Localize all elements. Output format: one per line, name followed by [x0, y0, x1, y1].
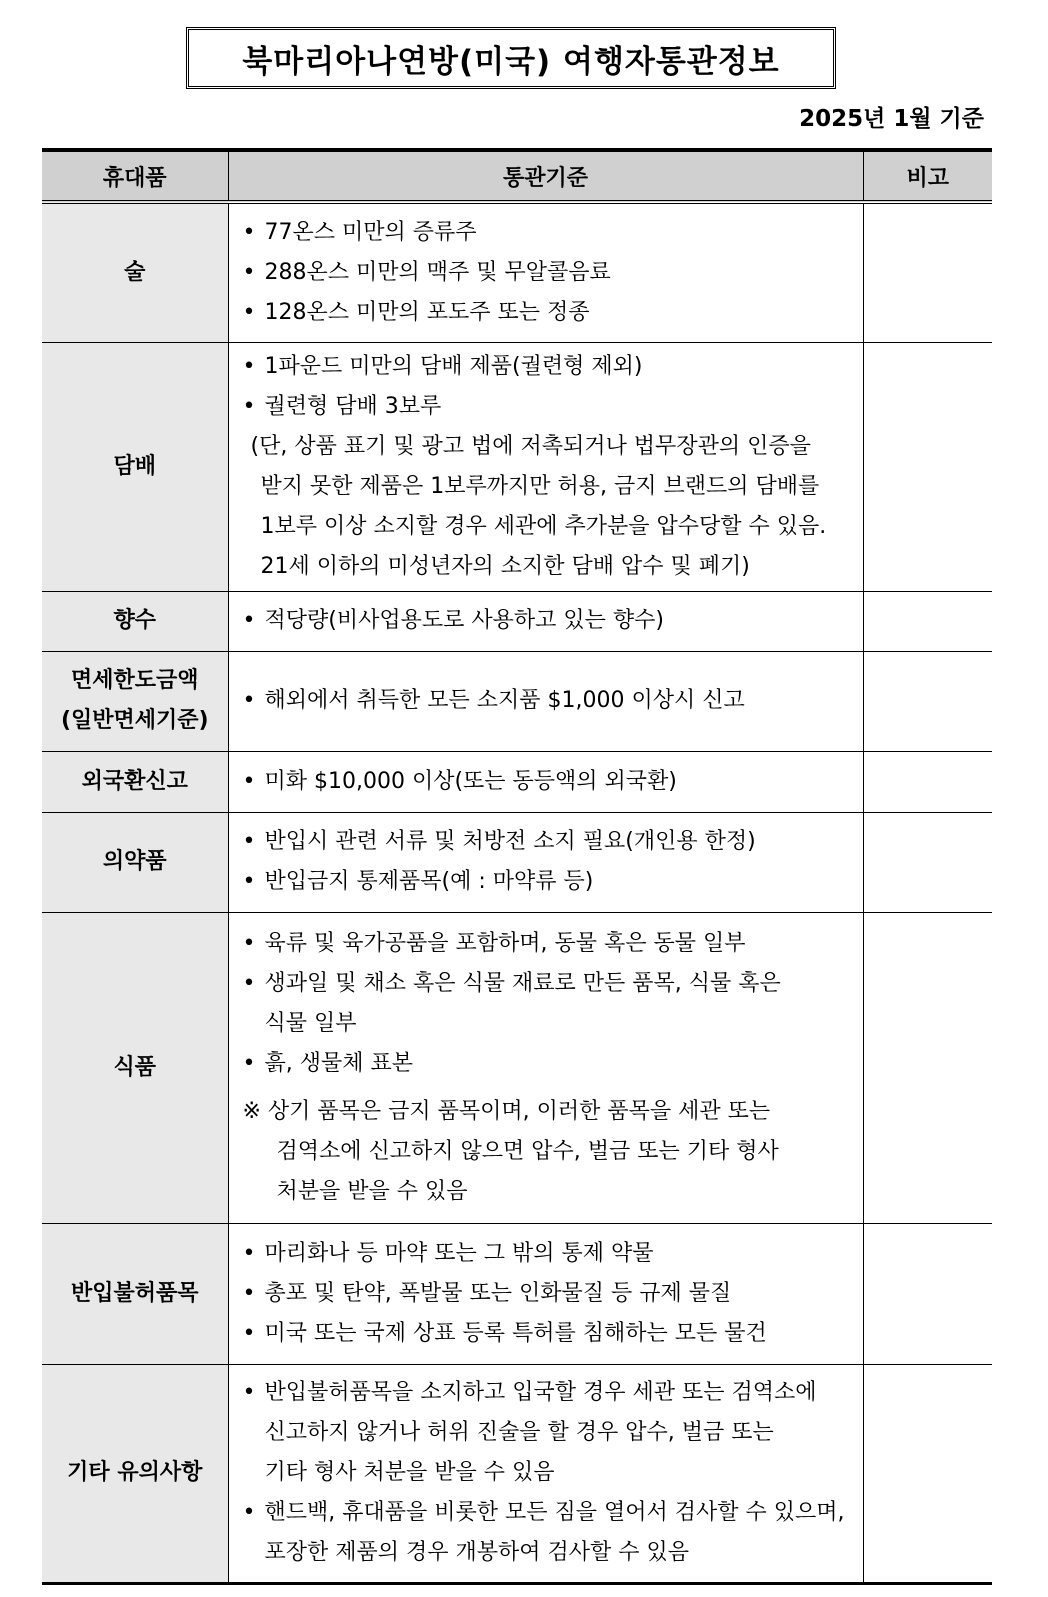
remarks-cell: [863, 912, 992, 1223]
bullet-item: • 총포 및 탄약, 폭발물 또는 인화물질 등 규제 물질: [243, 1274, 859, 1314]
bullet-item: • 반입금지 통제품목(예 : 마약류 등): [243, 862, 859, 902]
criteria-cell: [228, 651, 863, 751]
criteria-cell: [228, 342, 863, 591]
criteria-cell: [228, 1364, 863, 1583]
bullet-item: • 반입불허품목을 소지하고 입국할 경우 세관 또는 검역소에: [243, 1373, 859, 1413]
item-name-cell: [42, 591, 228, 651]
criteria-cell: [228, 751, 863, 812]
bullet-item: • 1파운드 미만의 담배 제품(궐련형 제외): [243, 347, 859, 387]
bullet-item: • 해외에서 취득한 모든 소지품 $1,000 이상시 신고: [243, 681, 859, 721]
item-name-cell: [42, 912, 228, 1223]
item-name: 담배: [113, 453, 156, 479]
continuation-text: 포장한 제품의 경우 개봉하여 검사할 수 있음: [264, 1540, 689, 1565]
remarks-cell: [863, 342, 992, 591]
bullet-item: • 육류 및 육가공품을 포함하며, 동물 혹은 동물 일부: [243, 924, 859, 964]
item-name-cell: [42, 342, 228, 591]
bullet-item: • 미국 또는 국제 상표 등록 특허를 침해하는 모든 물건: [243, 1314, 859, 1354]
continuation-text: 기타 형사 처분을 받을 수 있음: [264, 1460, 555, 1485]
item-name-cell: [42, 812, 228, 912]
continuation-text: (단, 상품 표기 및 광고 법에 저촉되거나 법무장관의 인증을: [250, 433, 811, 459]
item-name: 술: [124, 259, 146, 285]
criteria-cell: [228, 1223, 863, 1364]
table-row: [42, 342, 992, 591]
remarks-cell: [863, 1223, 992, 1364]
continuation-text: 신고하지 않거나 허위 진술을 할 경우 압수, 벌금 또는: [264, 1420, 774, 1445]
customs-info-table: [42, 148, 992, 1585]
criteria-cell: [228, 812, 863, 912]
remarks-cell: [863, 202, 992, 342]
table-row: [42, 812, 992, 912]
item-name: (일반면세기준): [60, 708, 209, 733]
item-name-cell: [42, 1223, 228, 1364]
item-name: 외국환신고: [81, 768, 188, 794]
note-text: 검역소에 신고하지 않으면 압수, 벌금 또는 기타 형사: [276, 1138, 779, 1164]
note-text: ※ 상기 품목은 금지 품목이며, 이러한 품목을 세관 또는: [242, 1098, 771, 1124]
bullet-item: • 마리화나 등 마약 또는 그 밖의 통제 약물: [243, 1234, 859, 1274]
bullet-item: • 적당량(비사업용도로 사용하고 있는 향수): [243, 601, 859, 641]
continuation-text: 1보루 이상 소지할 경우 세관에 추가분을 압수당할 수 있음.: [260, 513, 827, 539]
bullet-item: • 288온스 미만의 맥주 및 무알콜음료: [243, 253, 859, 293]
criteria-cell: [228, 912, 863, 1223]
table-header-row: [42, 150, 992, 202]
bullet-item: • 77온스 미만의 증류주: [243, 213, 859, 253]
item-name: 반입불허품목: [70, 1280, 199, 1306]
continuation-text: 받지 못한 제품은 1보루까지만 허용, 금지 브랜드의 담배를: [260, 473, 820, 499]
bullet-item: • 궐련형 담배 3보루: [243, 387, 859, 427]
header-item: 휴대품: [42, 150, 228, 202]
table-row: [42, 751, 992, 812]
note-text: 처분을 받을 수 있음: [276, 1178, 468, 1204]
reference-date: 2025년 1월 기준: [799, 106, 984, 132]
item-name: 향수: [113, 608, 156, 633]
remarks-cell: [863, 591, 992, 651]
continuation-text: 21세 이하의 미성년자의 소지한 담배 압수 및 폐기): [260, 553, 750, 579]
item-name-cell: [42, 202, 228, 342]
item-name-cell: [42, 1364, 228, 1583]
table-row: [42, 202, 992, 342]
bullet-item: • 흙, 생물체 표본: [243, 1044, 859, 1084]
table-row: [42, 1364, 992, 1583]
remarks-cell: [863, 651, 992, 751]
table-row: [42, 591, 992, 651]
item-name: 면세한도금액: [70, 668, 199, 693]
remarks-cell: [863, 812, 992, 912]
bullet-item: • 생과일 및 채소 혹은 식물 재료로 만든 품목, 식물 혹은: [243, 964, 859, 1004]
item-name-cell: [42, 651, 228, 751]
bullet-item: • 반입시 관련 서류 및 처방전 소지 필요(개인용 한정): [243, 822, 859, 862]
remarks-cell: [863, 1364, 992, 1583]
bullet-item: • 미화 $10,000 이상(또는 동등액의 외국환): [243, 762, 859, 802]
continuation-text: 식물 일부: [264, 1010, 357, 1036]
header-remarks: 비고: [863, 150, 992, 202]
item-name: 의약품: [102, 849, 167, 874]
table-row: [42, 1223, 992, 1364]
criteria-cell: [228, 202, 863, 342]
bullet-item: • 핸드백, 휴대품을 비롯한 모든 짐을 열어서 검사할 수 있으며,: [243, 1493, 859, 1533]
criteria-cell: [228, 591, 863, 651]
bullet-item: • 128온스 미만의 포도주 또는 정종: [243, 293, 859, 333]
table-row: [42, 651, 992, 751]
item-name: 식품: [113, 1054, 156, 1080]
item-name-cell: [42, 751, 228, 812]
document-title: 북마리아나연방(미국) 여행자통관정보: [186, 27, 836, 89]
header-criteria: 통관기준: [228, 150, 863, 202]
item-name: 기타 유의사항: [67, 1460, 203, 1485]
table-row: [42, 912, 992, 1223]
remarks-cell: [863, 751, 992, 812]
